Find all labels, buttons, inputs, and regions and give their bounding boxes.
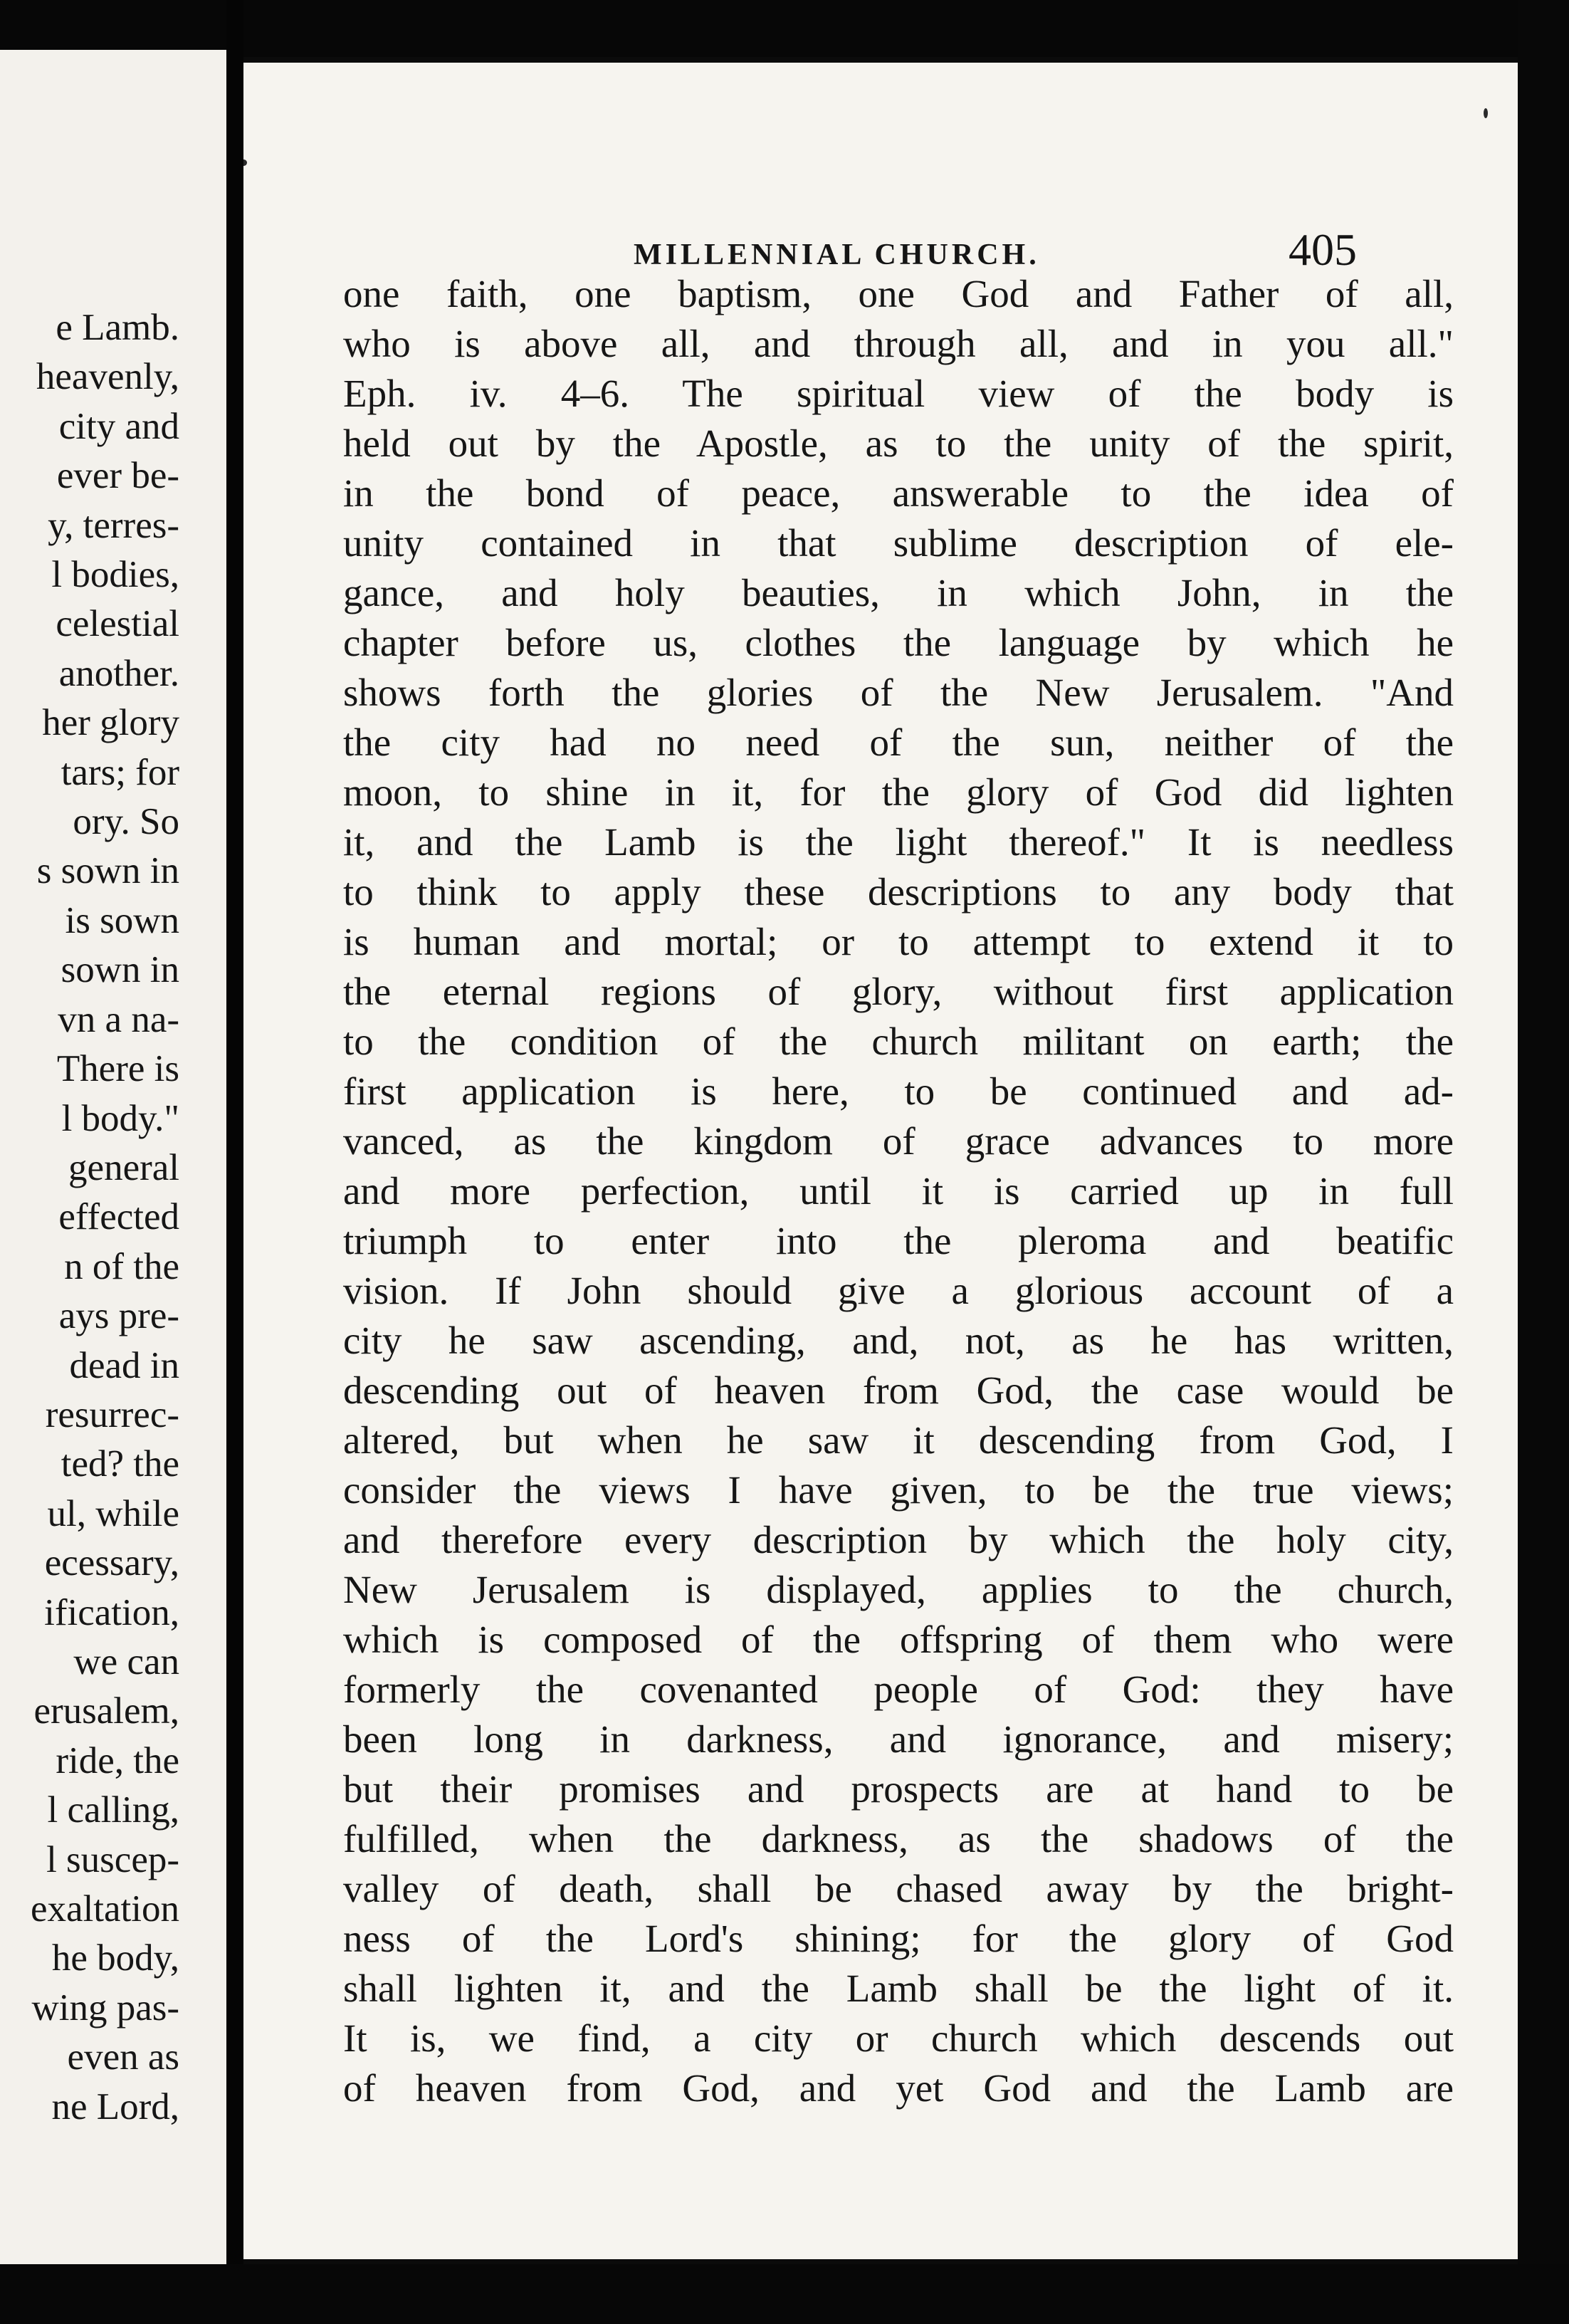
text-line: one faith, one baptism, one God and Father of all, [343, 272, 1454, 315]
previous-page-line: is sown [65, 899, 179, 941]
text-line: descending out of heaven from God, the case would be [343, 1368, 1454, 1412]
running-head-title: MILLENNIAL CHURCH. [634, 239, 1040, 271]
text-line: who is above all, and through all, and in you all." [343, 322, 1454, 365]
previous-page-line: he body, [51, 1937, 179, 1979]
text-line: triumph to enter into the pleroma and beatific [343, 1219, 1454, 1262]
running-head [243, 169, 1518, 275]
previous-page-line: resurrec- [45, 1393, 179, 1435]
previous-page-line: tars; for [61, 751, 179, 793]
previous-page-line: ride, the [56, 1739, 179, 1781]
text-line: been long in darkness, and ignorance, and misery; [343, 1717, 1454, 1761]
previous-page-line: ification, [44, 1591, 179, 1633]
previous-page-line: ul, while [47, 1492, 179, 1534]
previous-page-line: erusalem, [33, 1690, 179, 1732]
text-line: moon, to shine in it, for the glory of God did lighten [343, 770, 1454, 814]
text-line: the city had no need of the sun, neither of the [343, 721, 1454, 764]
text-line: in the bond of peace, answerable to the idea of [343, 471, 1454, 515]
text-line: but their promises and prospects are at hand to be [343, 1767, 1454, 1811]
previous-page-fragment [0, 50, 226, 2286]
text-line: which is composed of the offspring of them who were [343, 1618, 1454, 1661]
current-page [243, 63, 1518, 2259]
text-line: it, and the Lamb is the light thereof." It is needless [343, 820, 1454, 864]
scan-border-bottom [0, 2264, 1569, 2324]
previous-page-line: city and [58, 405, 179, 447]
text-line: New Jerusalem is displayed, applies to the church, [343, 1568, 1454, 1611]
page-number: 405 [1289, 224, 1357, 275]
text-line: fulfilled, when the darkness, as the shadows of the [343, 1817, 1454, 1860]
previous-page-line: l body." [61, 1097, 179, 1139]
previous-page-line: n of the [64, 1245, 179, 1287]
previous-page-line: There is [56, 1048, 179, 1090]
text-line: held out by the Apostle, as to the unity of the spirit, [343, 422, 1454, 465]
text-line: to think to apply these descriptions to any body that [343, 870, 1454, 914]
text-line: gance, and holy beauties, in which John, in the [343, 571, 1454, 614]
previous-page-line: s sown in [36, 850, 179, 892]
text-line: of heaven from God, and yet God and the Lamb are [343, 2066, 1454, 2110]
text-line: chapter before us, clothes the language by which he [343, 621, 1454, 664]
previous-page-line: vn a na- [58, 998, 179, 1040]
scan-speck [1484, 108, 1488, 118]
previous-page-line: wing pas- [31, 1987, 179, 2029]
previous-page-line: ecessary, [44, 1542, 179, 1584]
text-line: altered, but when he saw it descending from God, I [343, 1418, 1454, 1462]
previous-page-line: general [68, 1146, 179, 1188]
previous-page-line: celestial [56, 603, 179, 645]
previous-page-line: effected [58, 1196, 179, 1238]
previous-page-line: another. [58, 652, 179, 694]
previous-page-line: exaltation [31, 1888, 179, 1930]
text-line: is human and mortal; or to attempt to extend it to [343, 920, 1454, 963]
text-line: and more perfection, until it is carried up in full [343, 1169, 1454, 1213]
text-line: It is, we find, a city or church which descends out [343, 2016, 1454, 2060]
previous-page-text [31, 303, 179, 2132]
text-line: the eternal regions of glory, without first application [343, 970, 1454, 1013]
text-line: Eph. iv. 4–6. The spiritual view of the body is [343, 372, 1454, 415]
text-line: unity contained in that sublime description of ele- [343, 521, 1454, 565]
previous-page-line: ever be- [56, 455, 179, 497]
text-line: to the condition of the church militant on earth; the [343, 1020, 1454, 1063]
text-line: shall lighten it, and the Lamb shall be the light of it. [343, 1967, 1454, 2010]
previous-page-line: l bodies, [51, 554, 179, 596]
previous-page-line: ted? the [61, 1443, 179, 1485]
text-line: consider the views I have given, to be the true views; [343, 1468, 1454, 1512]
previous-page-line: sown in [61, 949, 179, 991]
previous-page-line: ory. So [73, 801, 179, 843]
previous-page-line: e Lamb. [56, 307, 179, 348]
text-line: valley of death, shall be chased away by the bright- [343, 1867, 1454, 1910]
text-line: shows forth the glories of the New Jerusalem. "And [343, 671, 1454, 714]
previous-page-line: we can [73, 1640, 179, 1682]
text-line: city he saw ascending, and, not, as he has written, [343, 1319, 1454, 1362]
previous-page-line: ays pre- [58, 1295, 179, 1337]
scan-speck [243, 159, 247, 166]
previous-page-line: her glory [42, 702, 179, 744]
text-line: vanced, as the kingdom of grace advances to more [343, 1119, 1454, 1163]
page-body-text [343, 269, 1454, 2113]
previous-page-line: ne Lord, [51, 2085, 179, 2127]
book-gutter [226, 0, 243, 2324]
previous-page-line: dead in [69, 1344, 179, 1386]
previous-page-line: heavenly, [36, 356, 179, 398]
previous-page-line: even as [67, 2036, 179, 2078]
text-line: and therefore every description by which the holy city, [343, 1518, 1454, 1561]
previous-page-line: l calling, [47, 1789, 179, 1831]
text-line: formerly the covenanted people of God: they have [343, 1668, 1454, 1711]
previous-page-line: l suscep- [46, 1838, 179, 1880]
scan-border-right [1518, 0, 1569, 2324]
previous-page-line: y, terres- [48, 504, 179, 546]
text-line: ness of the Lord's shining; for the glory of God [343, 1917, 1454, 1960]
text-line: first application is here, to be continued and ad- [343, 1069, 1454, 1113]
text-line: vision. If John should give a glorious account of a [343, 1269, 1454, 1312]
